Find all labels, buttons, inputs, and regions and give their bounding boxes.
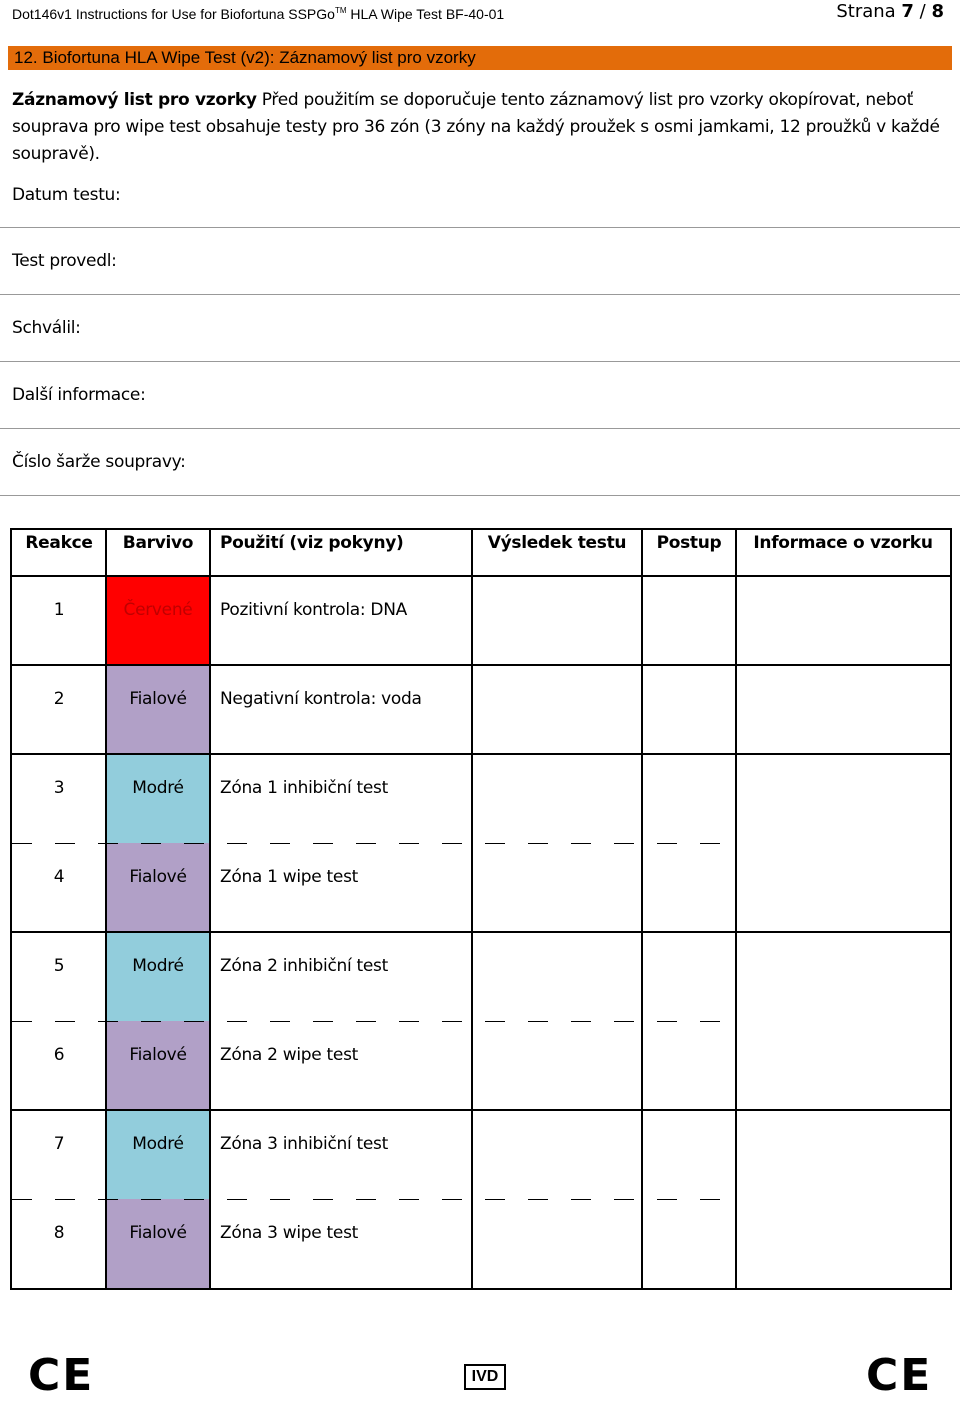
field-label-other-info: Další informace: (12, 385, 146, 405)
dye-swatch-violet (106, 1199, 210, 1288)
table-row-divider (10, 931, 952, 933)
row-5-use: Zóna 2 inhibiční test (220, 956, 388, 976)
col-header-use: Použití (viz pokyny) (220, 533, 404, 553)
table-row-divider (10, 1109, 952, 1111)
document-title-suffix: HLA Wipe Test BF-40-01 (346, 6, 505, 22)
field-label-performed-by: Test provedl: (12, 251, 117, 271)
dye-swatch-blue (106, 932, 210, 1021)
table-col-divider (209, 528, 211, 1290)
field-label-approved-by: Schválil: (12, 318, 81, 338)
intro-bold: Záznamový list pro vzorky (12, 90, 257, 110)
dye-swatch-blue (106, 754, 210, 843)
table-col-divider (735, 528, 737, 1290)
row-6-dye: Fialové (129, 1045, 187, 1065)
table-col-divider (471, 528, 473, 1290)
dye-swatch-red (106, 576, 210, 665)
col-header-result: Výsledek testu (487, 533, 627, 553)
field-line (0, 227, 960, 228)
col-header-procedure: Postup (656, 533, 722, 553)
dye-swatch-violet (106, 665, 210, 754)
trademark-sup: TM (334, 6, 347, 15)
ce-mark-left: CE (28, 1350, 95, 1401)
row-3-reaction: 3 (53, 778, 65, 798)
row-4-dye: Fialové (129, 867, 187, 887)
row-5-reaction: 5 (53, 956, 65, 976)
row-7-reaction: 7 (53, 1134, 65, 1154)
col-header-reaction: Reakce (25, 533, 93, 553)
row-2-use: Negativní kontrola: voda (220, 689, 422, 709)
document-title (12, 6, 504, 22)
row-8-reaction: 8 (53, 1223, 65, 1243)
row-4-use: Zóna 1 wipe test (220, 867, 358, 887)
ce-mark-right: CE (866, 1350, 933, 1401)
row-8-use: Zóna 3 wipe test (220, 1223, 358, 1243)
col-header-sample-info: Informace o vzorku (753, 533, 933, 553)
field-line (0, 361, 960, 362)
row-6-reaction: 6 (53, 1045, 65, 1065)
sample-record-table (10, 528, 952, 1290)
row-4-reaction: 4 (53, 867, 65, 887)
section-title: 12. Biofortuna HLA Wipe Test (v2): Záznamový list pro vzorky (8, 46, 952, 70)
row-3-use: Zóna 1 inhibiční test (220, 778, 388, 798)
row-7-dye: Modré (132, 1134, 184, 1154)
dye-swatch-violet (106, 843, 210, 932)
table-row-divider (10, 753, 952, 755)
row-3-dye: Modré (132, 778, 184, 798)
table-col-divider (641, 528, 643, 1290)
row-5-dye: Modré (132, 956, 184, 976)
field-label-kit-lot: Číslo šarže soupravy: (12, 452, 186, 472)
document-title-prefix: Dot146v1 Instructions for Use for Biofortuna SSPGo (12, 6, 335, 22)
row-8-dye: Fialové (129, 1223, 187, 1243)
field-line (0, 428, 960, 429)
table-border-right (950, 528, 952, 1290)
page-total: 8 (931, 1, 944, 22)
row-1-reaction: 1 (53, 600, 65, 620)
dashed-row-divider (12, 1021, 736, 1022)
table-row-divider (10, 664, 952, 666)
row-1-dye: Červené (123, 600, 193, 620)
dashed-row-divider (12, 1199, 736, 1200)
row-2-dye: Fialové (129, 689, 187, 709)
dye-swatch-violet (106, 1021, 210, 1110)
field-line (0, 294, 960, 295)
row-1-use: Pozitivní kontrola: DNA (220, 600, 407, 620)
table-row-divider (10, 575, 952, 577)
page-label: Strana (836, 1, 902, 22)
field-line (0, 495, 960, 496)
dye-swatch-blue (106, 1110, 210, 1199)
table-col-divider (105, 528, 107, 1290)
page-number (836, 1, 944, 22)
table-border-left (10, 528, 12, 1290)
intro-text: Před použitím se doporučuje tento záznamový list pro vzorky okopírovat, neboť souprava pro wipe test obsahuje testy pro 36 zón (3 zóny na každý proužek s osmi jamkami, 12 proužků v každé soupravě). (12, 90, 940, 164)
page-footer (0, 1340, 960, 1401)
row-7-use: Zóna 3 inhibiční test (220, 1134, 388, 1154)
page-header (0, 0, 960, 40)
page-current: 7 (901, 1, 914, 22)
ivd-mark: IVD (464, 1364, 506, 1390)
dashed-row-divider (12, 843, 736, 844)
col-header-dye: Barvivo (122, 533, 194, 553)
field-label-test-date: Datum testu: (12, 185, 121, 205)
table-border-bottom (10, 1288, 952, 1290)
row-2-reaction: 2 (53, 689, 65, 709)
table-border-top (10, 528, 952, 530)
row-6-use: Zóna 2 wipe test (220, 1045, 358, 1065)
page-separator: / (913, 1, 932, 22)
intro-paragraph (12, 87, 952, 168)
